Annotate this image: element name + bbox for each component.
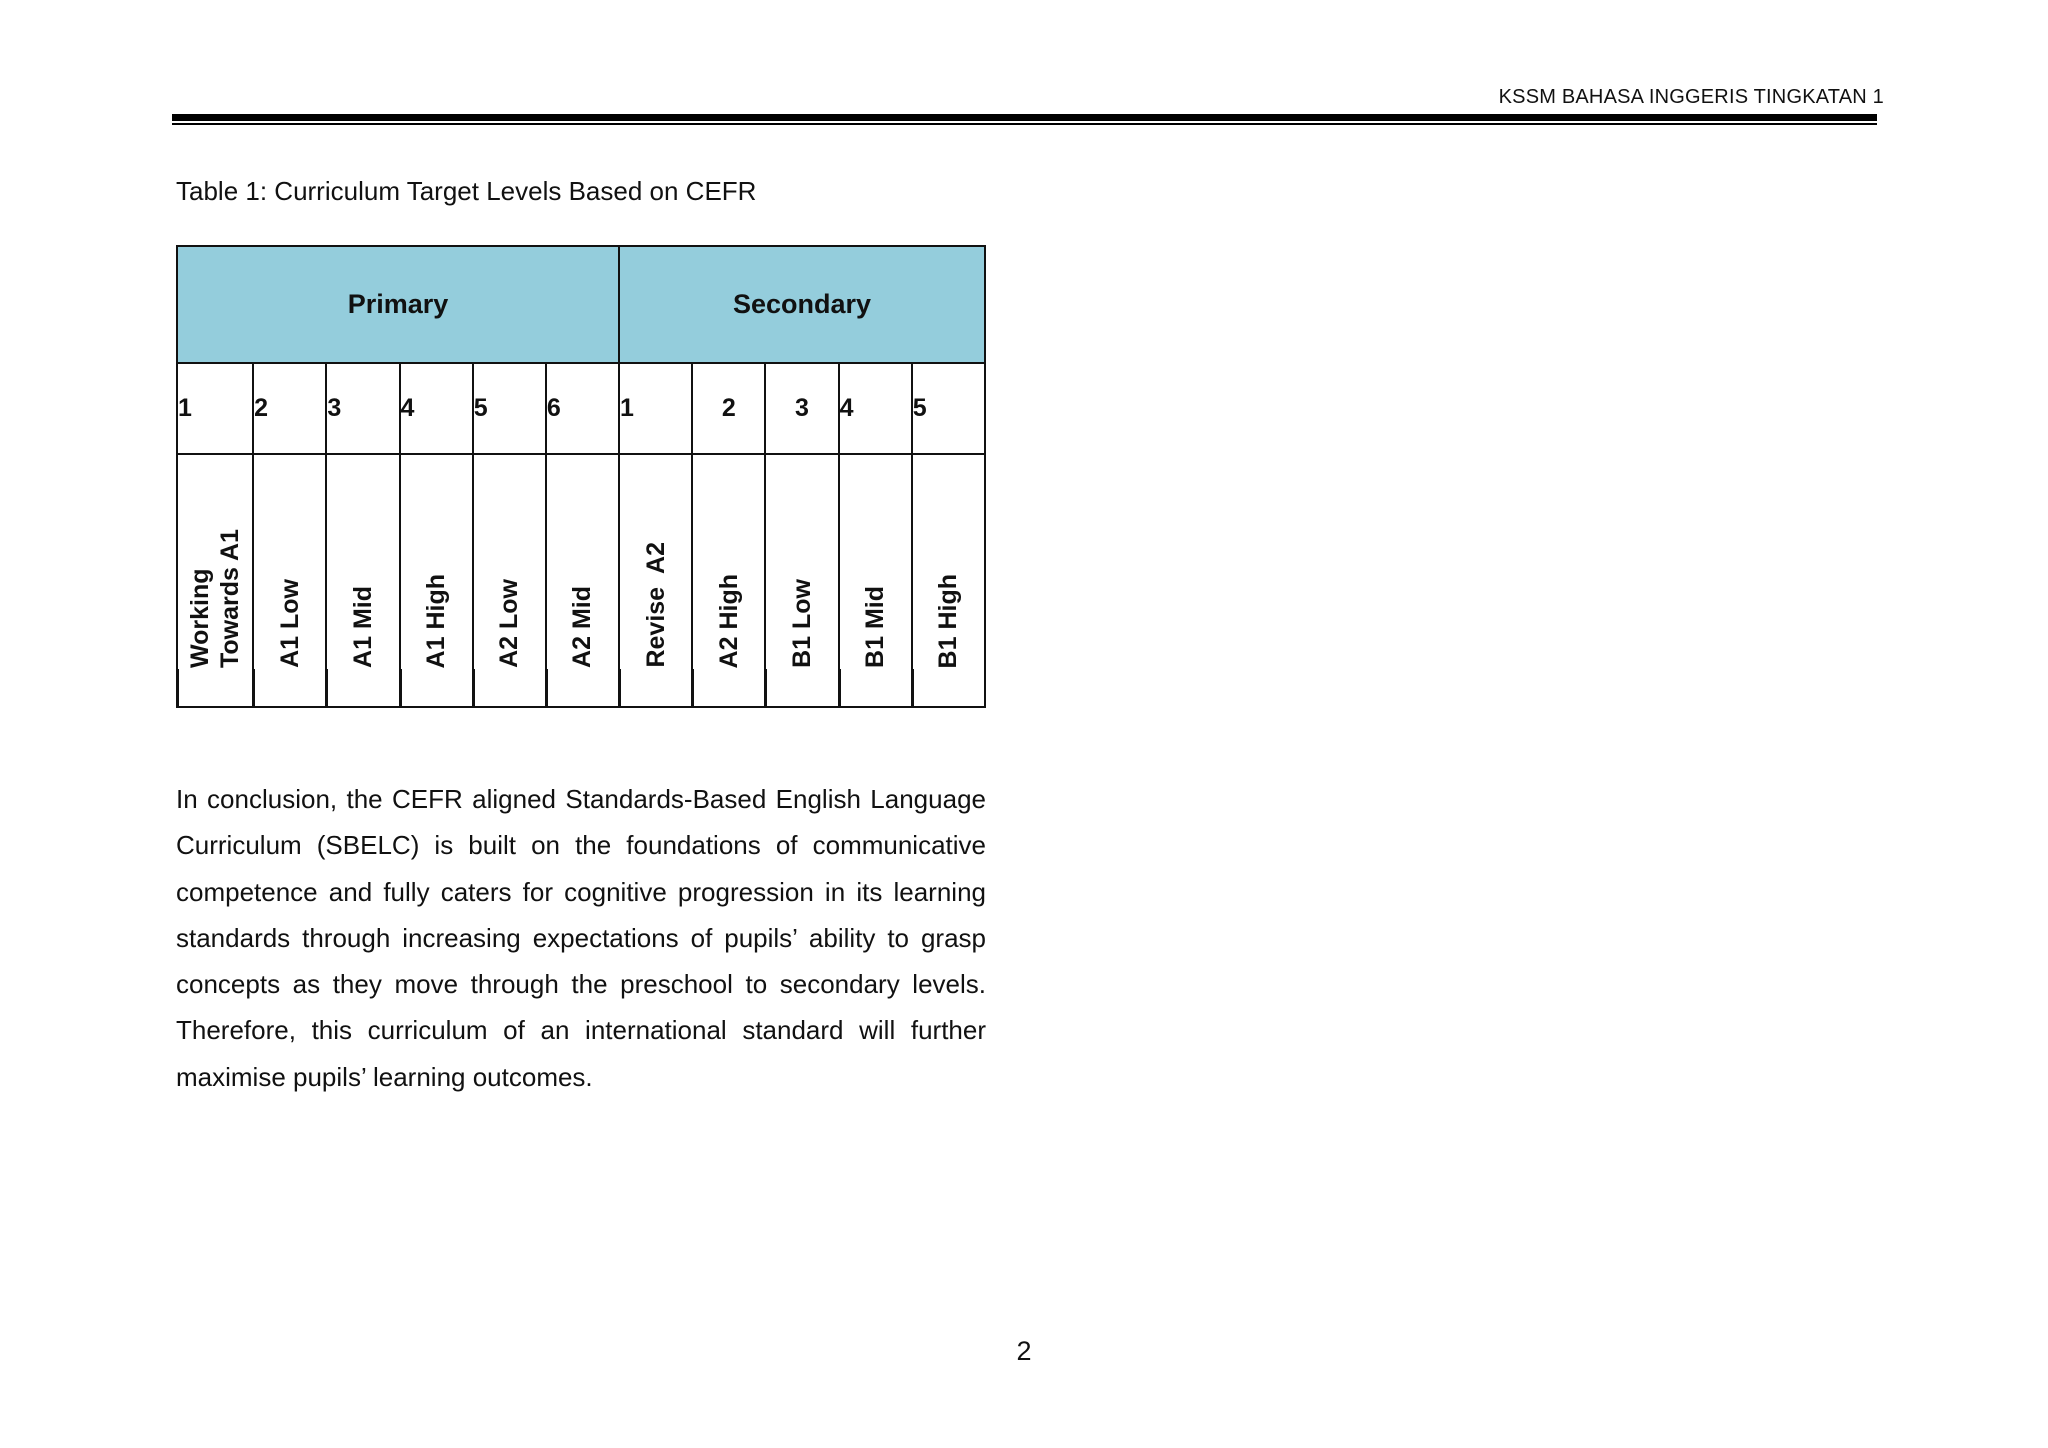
year-cell: 3	[326, 363, 399, 454]
level-cell	[912, 454, 985, 707]
level-label: Working Towards A1	[186, 529, 245, 668]
cefr-target-levels-table	[176, 245, 986, 708]
level-cell	[253, 454, 326, 707]
year-cell: 5	[473, 363, 546, 454]
level-label: A1 Low	[275, 579, 304, 668]
level-label: B1 Mid	[861, 586, 890, 668]
level-cell	[692, 454, 765, 707]
year-cell: 2	[253, 363, 326, 454]
year-cell: 5	[912, 363, 985, 454]
level-label: A2 Mid	[568, 586, 597, 668]
level-cell	[619, 454, 692, 707]
level-cell	[400, 454, 473, 707]
level-cell	[839, 454, 912, 707]
level-cell	[473, 454, 546, 707]
year-cell: 1	[177, 363, 253, 454]
page-number: 2	[1016, 1336, 1032, 1366]
table-caption: Table 1: Curriculum Target Levels Based on CEFR	[176, 176, 757, 206]
table-level-row	[177, 454, 985, 707]
document-header-title: KSSM BAHASA INGGERIS TINGKATAN 1	[1498, 86, 1884, 108]
level-label: Revise A2	[641, 542, 670, 668]
level-cell	[765, 454, 838, 707]
level-cell	[546, 454, 619, 707]
level-label: B1 Low	[787, 579, 816, 668]
table-group-header-row	[177, 246, 985, 363]
year-cell: 6	[546, 363, 619, 454]
level-cell	[177, 454, 253, 707]
group-header-secondary: Secondary	[619, 246, 985, 363]
year-cell: 2	[692, 363, 765, 454]
year-cell: 1	[619, 363, 692, 454]
group-header-primary: Primary	[177, 246, 619, 363]
header-rule-thin	[172, 123, 1877, 125]
level-label: A2 Low	[495, 579, 524, 668]
level-label: A1 Mid	[348, 586, 377, 668]
table-year-row	[177, 363, 985, 454]
conclusion-paragraph: In conclusion, the CEFR aligned Standards-Based English Language Curriculum (SBELC) is built on the foundations of communicative competence and fully caters for cognitive progression in its learning standards through increasing expectations of pupils’ ability to grasp concepts as they move through the preschool to secondary levels. Therefore, this curriculum of an international standard will further maximise pupils’ learning outcomes.	[176, 784, 986, 1092]
level-cell	[326, 454, 399, 707]
level-label: A2 High	[714, 573, 743, 668]
header-rule-thick	[172, 114, 1877, 121]
year-cell: 4	[400, 363, 473, 454]
year-cell: 4	[839, 363, 912, 454]
level-label: A1 High	[422, 573, 451, 668]
level-label: B1 High	[934, 573, 963, 668]
year-cell: 3	[765, 363, 838, 454]
